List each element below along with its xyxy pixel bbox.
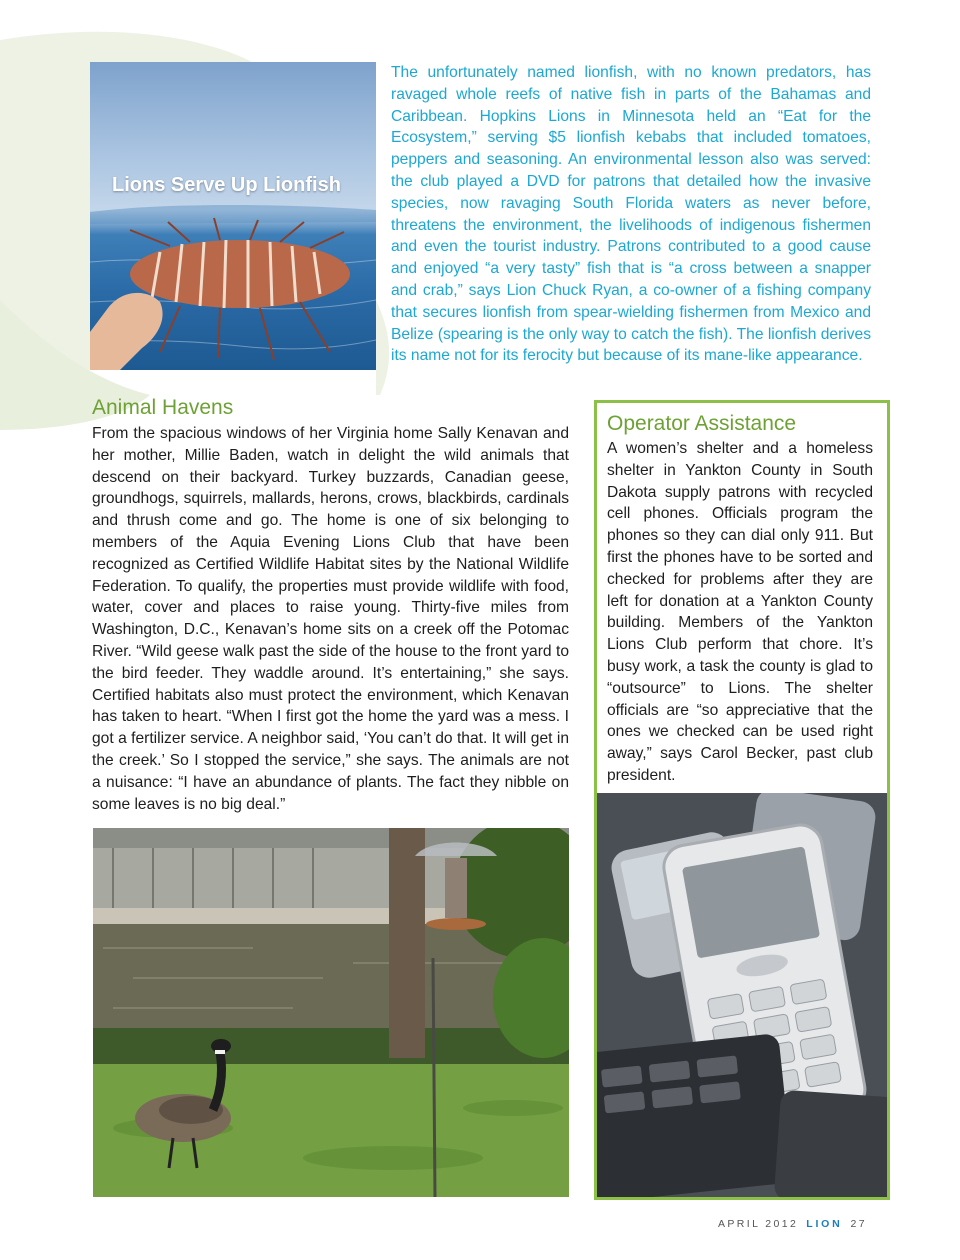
operator-assistance-heading: Operator Assistance: [607, 412, 797, 435]
page-footer: [718, 1218, 867, 1230]
lionfish-photo: [90, 62, 376, 370]
operator-assistance-sidebar: [594, 400, 890, 1200]
lionfish-article-text: The unfortunately named lionfish, with no known predators, has ravaged whole reefs of native fish in parts of the Bahamas and Caribbean. Hopkins Lions in Minnesota held an “Eat for the Ecosystem,” serving $5 lionfish kebabs that included tomatoes, peppers and seasoning. An environmental lesson also was served: the club played a DVD for patrons that detailed how the invasive species, now ravaging South Florida waters as never before, threatens the environment, the livelihoods of indigenous fishermen and even the tourist industry. Patrons contributed to a good cause and enjoyed “a very tasty” fish that is “a cross between a snapper and crab,” says Lion Chuck Ryan, a co-owner of a fishing company that secures lionfish from spear-wielding fishermen from Mexico and Belize (spearing is the only way to catch the fish). The lionfish derives its name not for its ferocity but because of its mane-like appearance.: [391, 64, 871, 365]
operator-assistance-article-text: A women’s shelter and a homeless shelter in Yankton County in South Dakota supply patrons with recycled cell phones. Officials program the phones so they can dial only 911. But first the phones have to be sorted and checked for problems after they are left for donation at a Yankton County building. Members of the Yankton Lions Club perform that chore. It’s busy work, a task the county is glad to “outsource” to Lions. The shelter officials are “so appreciative that the ones we checked can be used right away,” says Carol Becker, past club president.: [607, 440, 873, 784]
cell-phones-photo: [597, 793, 887, 1197]
lionfish-illustration: [90, 62, 376, 370]
backyard-illustration: [93, 828, 569, 1197]
animal-havens-article-text: From the spacious windows of her Virginia home Sally Kenavan and her mother, Millie Baden, watch in delight the wild animals that descend on their backyard. Turkey buzzards, Canadian geese, groundhogs, squirrels, mallards, herons, crows, blackbirds, cardinals and thrush come and go. The home is one of six belonging to members of the Aquia Evening Lions Club that have been recognized as Certified Wildlife Habitat sites by the National Wildlife Federation. To qualify, the properties must provide wildlife with food, water, cover and places to raise young. Thirty-five miles from Washington, D.C., Kenavan’s home sits on a creek off the Potomac River. “Wild geese walk past the side of the house to the front yard to the bird feeder. They waddle around. It’s entertaining,” she says. Certified habitats also must protect the environment, which Kenavan has taken to heart. “When I first got the home the yard was a mess. I got a fertilizer service. A neighbor said, ‘You can’t do that. It will get in the creek.’ So I stopped the service,” she says. The animals are not a nuisance: “I have an abundance of plants. The fact they nibble on some leaves is no big deal.”: [92, 425, 569, 813]
footer-page-number: 27: [850, 1218, 867, 1230]
cell-phones-illustration: [597, 793, 887, 1197]
footer-magazine-name: LION: [806, 1218, 843, 1230]
animal-havens-heading: Animal Havens: [92, 396, 234, 419]
backyard-goose-photo: [93, 828, 569, 1197]
footer-issue-date: APRIL 2012: [718, 1218, 799, 1230]
lionfish-headline: Lions Serve Up Lionfish: [112, 174, 341, 196]
